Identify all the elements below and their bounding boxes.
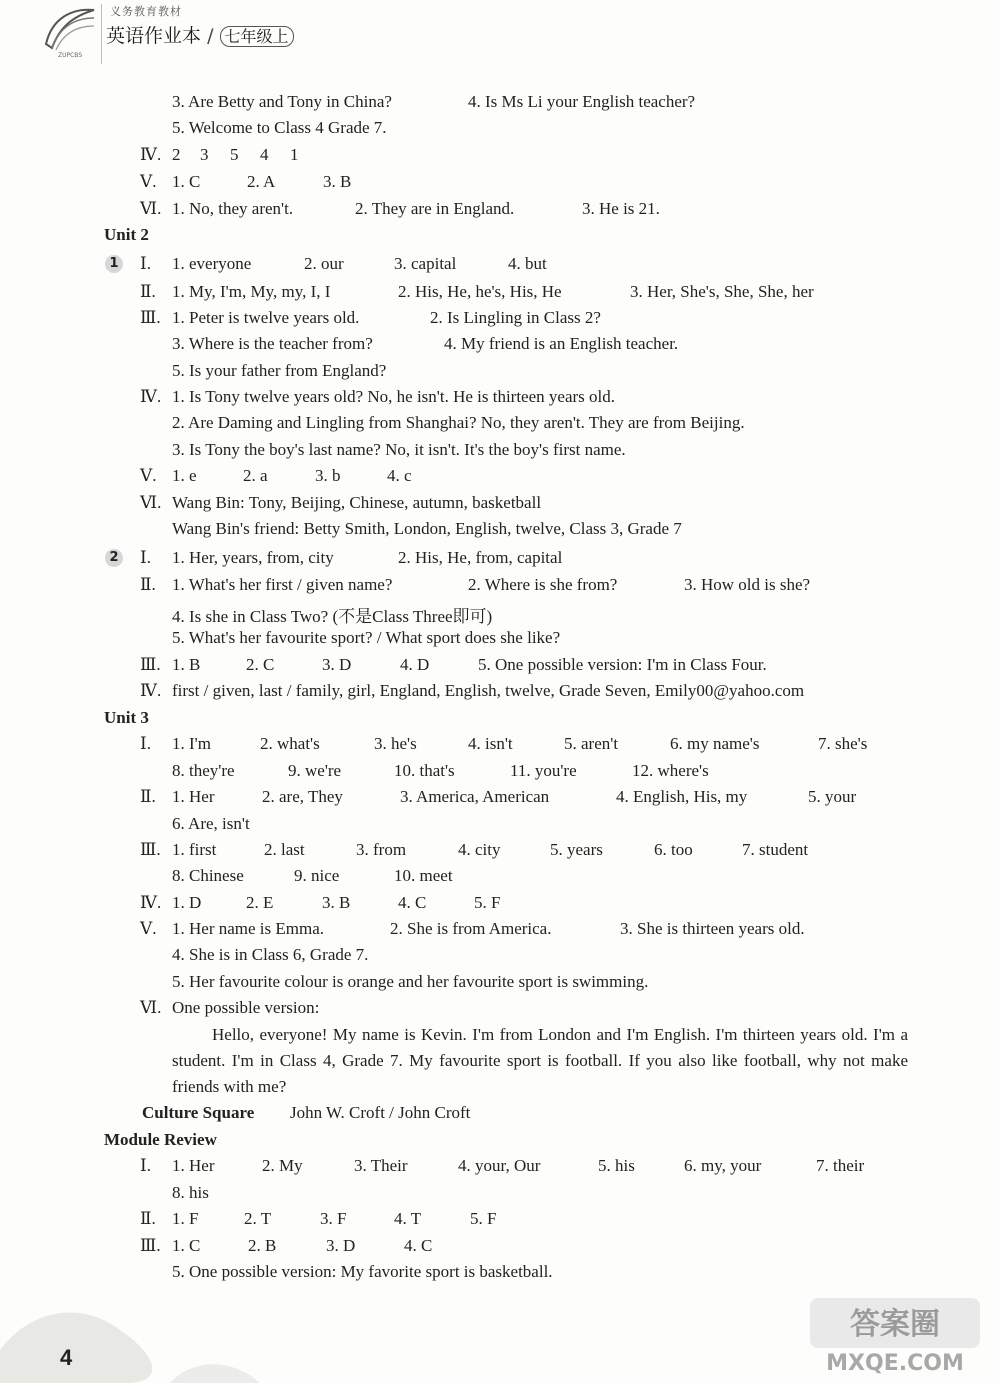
answer-item: 3. B xyxy=(323,172,352,191)
watermark-logo xyxy=(800,1290,1000,1383)
answer-item: 4. but xyxy=(508,254,547,273)
answer-item: 4. Is Ms Li your English teacher? xyxy=(468,92,696,111)
answer-item: 3. b xyxy=(315,466,341,485)
answer-item: 4. T xyxy=(394,1209,422,1228)
book-title-text: 英语作业本 xyxy=(106,25,202,47)
answer-item: 11. you're xyxy=(510,761,577,780)
answer-item: 6. my, your xyxy=(684,1156,762,1175)
header-divider xyxy=(101,4,102,64)
answer-item: 2. are, They xyxy=(262,787,343,806)
answer-item: 3. He is 21. xyxy=(582,199,660,218)
answer-item: 2. C xyxy=(246,655,275,674)
module-review-heading: Module Review xyxy=(104,1130,217,1149)
answer-item: 3 xyxy=(200,145,209,164)
answer-item: 2. She is from America. xyxy=(390,919,552,938)
section-label: Ⅲ. xyxy=(140,655,161,674)
answer-item: 4. isn't xyxy=(468,734,513,753)
footer-decoration xyxy=(0,1290,300,1383)
answer-line: 5. What's her favourite sport? / What sport does she like? xyxy=(172,628,561,647)
answer-item: 1. My, I'm, My, my, I, I xyxy=(172,282,331,301)
answer-item: 4 xyxy=(260,145,269,164)
page-number: 4 xyxy=(60,1345,73,1370)
answer-item: 2. Where is she from? xyxy=(468,575,618,594)
section-label: Ⅱ. xyxy=(140,787,156,806)
page-header xyxy=(0,0,1000,70)
answer-line: 2. Are Daming and Lingling from Shanghai? No, they aren't. They are from Beijing. xyxy=(172,413,745,432)
answer-item: 3. F xyxy=(320,1209,347,1228)
answer-line: 8. his xyxy=(172,1183,209,1202)
answer-item: 3. D xyxy=(326,1236,356,1255)
section-label: Ⅴ. xyxy=(140,172,157,191)
answer-item: 1. first xyxy=(172,840,217,859)
answer-item: 4. your, Our xyxy=(458,1156,541,1175)
answer-line: 6. Are, isn't xyxy=(172,814,250,833)
section-label: Ⅰ. xyxy=(140,734,151,753)
answer-item: 4. city xyxy=(458,840,501,859)
answer-line: 3. Is Tony the boy's last name? No, it isn't. It's the boy's first name. xyxy=(172,440,626,459)
answer-item: 2. E xyxy=(246,893,274,912)
answer-item: 8. they're xyxy=(172,761,235,780)
section-label: Ⅱ. xyxy=(140,575,156,594)
answer-line: 4. She is in Class 6, Grade 7. xyxy=(172,945,369,964)
answer-line: 5. Is your father from England? xyxy=(172,361,387,380)
answer-line: Wang Bin's friend: Betty Smith, London, English, twelve, Class 3, Grade 7 xyxy=(172,519,682,538)
section-label: Ⅵ. xyxy=(140,493,162,512)
answer-item: 2. last xyxy=(264,840,305,859)
answer-item: 3. Where is the teacher from? xyxy=(172,334,373,353)
answer-item: 5. F xyxy=(474,893,501,912)
answer-item: 1. Her, years, from, city xyxy=(172,548,334,567)
answer-item: 1. I'm xyxy=(172,734,211,753)
answer-item: 2. what's xyxy=(260,734,320,753)
section-label: Ⅵ. xyxy=(140,998,162,1017)
answer-item: 10. meet xyxy=(394,866,453,885)
answer-item: 3. Her, She's, She, She, her xyxy=(630,282,814,301)
answer-item: 1. Peter is twelve years old. xyxy=(172,308,360,327)
series-name: 义务教育教材 xyxy=(110,5,182,18)
section-badge-2: 2 xyxy=(105,549,123,567)
answer-item: 7. their xyxy=(816,1156,865,1175)
answer-item: 3. capital xyxy=(394,254,457,273)
answer-item: first / given, last / family, girl, England, English, twelve, Grade Seven, Emily00@yahoo.com xyxy=(172,681,805,700)
answer-item: 7. she's xyxy=(818,734,868,753)
answer-item: 5. his xyxy=(598,1156,635,1175)
answer-item: 2. T xyxy=(244,1209,272,1228)
section-label: Ⅴ. xyxy=(140,466,157,485)
answer-item: 2. His, He, he's, His, He xyxy=(398,282,562,301)
answer-line: 4. Is she in Class Two? (不是Class Three即可) xyxy=(172,607,493,626)
answer-item: John W. Croft / John Croft xyxy=(290,1103,471,1122)
publisher-logo-icon xyxy=(38,4,98,60)
svg-text:MXQE.COM: MXQE.COM xyxy=(826,1351,964,1376)
answer-item: 1. B xyxy=(172,655,201,674)
answer-item: 3. How old is she? xyxy=(684,575,811,594)
answer-item: 3. D xyxy=(322,655,352,674)
section-label: Ⅵ. xyxy=(140,199,162,218)
book-title xyxy=(106,21,294,48)
answer-item: 1. Her name is Emma. xyxy=(172,919,325,938)
answer-item: 8. Chinese xyxy=(172,866,244,885)
grade-badge: 七年级上 xyxy=(220,26,294,47)
answer-item: 1. C xyxy=(172,1236,201,1255)
answer-item: 3. She is thirteen years old. xyxy=(620,919,805,938)
answer-item: 3. he's xyxy=(374,734,417,753)
section-label: Ⅲ. xyxy=(140,308,161,327)
answer-item: 9. we're xyxy=(288,761,342,780)
svg-text:答案圈: 答案圈 xyxy=(850,1307,940,1342)
section-label: Ⅰ. xyxy=(140,1156,151,1175)
answer-item: 1. Is Tony twelve years old? No, he isn't. He is thirteen years old. xyxy=(172,387,615,406)
answer-item: 2. His, He, from, capital xyxy=(398,548,563,567)
answer-item: 3. America, American xyxy=(400,787,550,806)
answer-item: 5. One possible version: I'm in Class Four. xyxy=(478,655,767,674)
slash: / xyxy=(207,25,214,47)
answer-line: 5. Her favourite colour is orange and her favourite sport is swimming. xyxy=(172,972,649,991)
answer-item: 3. Their xyxy=(354,1156,408,1175)
svg-text:ZUPCBS: ZUPCBS xyxy=(58,52,83,59)
answer-item: 5. years xyxy=(550,840,603,859)
answer-item: 9. nice xyxy=(294,866,340,885)
answer-item: 10. that's xyxy=(394,761,455,780)
unit-3-heading: Unit 3 xyxy=(104,708,149,727)
section-label: Ⅳ. xyxy=(140,145,162,164)
answer-item: 2. My xyxy=(262,1156,303,1175)
unit-2-heading: Unit 2 xyxy=(104,225,149,244)
section-label: Ⅰ. xyxy=(140,254,151,273)
section-label: Ⅱ. xyxy=(140,282,156,301)
answer-item: 5. your xyxy=(808,787,857,806)
answer-item: 6. my name's xyxy=(670,734,760,753)
answer-item: 3. B xyxy=(322,893,351,912)
section-label: Ⅳ. xyxy=(140,681,162,700)
answer-item: 7. student xyxy=(742,840,809,859)
culture-square-label: Culture Square xyxy=(142,1103,255,1122)
sample-essay: Hello, everyone! My name is Kevin. I'm from London and I'm English. I'm thirteen years old. I'm a student. I'm in Class 4, Grade 7. My favourite sport is football. If you also like football, why not make friends with me? xyxy=(172,1025,908,1096)
answer-item: 1. What's her first / given name? xyxy=(172,575,393,594)
answer-item: 1. Her xyxy=(172,787,215,806)
section-label: Ⅴ. xyxy=(140,919,157,938)
answer-item: 2. our xyxy=(304,254,344,273)
answer-item: 3. Are Betty and Tony in China? xyxy=(172,92,392,111)
answer-item: 2. B xyxy=(248,1236,277,1255)
answer-item: 6. too xyxy=(654,840,693,859)
answer-item: One possible version: xyxy=(172,998,320,1017)
section-label: Ⅰ. xyxy=(140,548,151,567)
answer-item: 5 xyxy=(230,145,239,164)
answer-item: 1. F xyxy=(172,1209,199,1228)
answer-item: 3. from xyxy=(356,840,407,859)
answer-item: 1. D xyxy=(172,893,202,912)
answer-item: 2. A xyxy=(247,172,276,191)
section-label: Ⅲ. xyxy=(140,840,161,859)
section-label: Ⅳ. xyxy=(140,893,162,912)
answer-item: 2. They are in England. xyxy=(355,199,515,218)
answer-line: 5. Welcome to Class 4 Grade 7. xyxy=(172,118,387,137)
answer-item: 4. C xyxy=(398,893,427,912)
answer-item: 4. English, His, my xyxy=(616,787,748,806)
answer-item: 4. c xyxy=(387,466,412,485)
answer-item: 4. C xyxy=(404,1236,433,1255)
section-label: Ⅳ. xyxy=(140,387,162,406)
answer-line: 5. One possible version: My favorite sport is basketball. xyxy=(172,1262,553,1281)
answer-item: 1. C xyxy=(172,172,201,191)
answer-item: 5. F xyxy=(470,1209,497,1228)
answer-item: 4. My friend is an English teacher. xyxy=(444,334,679,353)
answer-item: 1. Her xyxy=(172,1156,215,1175)
answer-item: 2 xyxy=(172,145,181,164)
answer-item: Wang Bin: Tony, Beijing, Chinese, autumn, basketball xyxy=(172,493,542,512)
answer-item: 1 xyxy=(290,145,299,164)
section-badge-1: 1 xyxy=(105,255,123,273)
answer-item: 2. Is Lingling in Class 2? xyxy=(430,308,601,327)
answer-item: 4. D xyxy=(400,655,430,674)
answer-item: 12. where's xyxy=(632,761,709,780)
answer-item: 1. e xyxy=(172,466,197,485)
answer-item: 1. everyone xyxy=(172,254,252,273)
section-label: Ⅲ. xyxy=(140,1236,161,1255)
answer-item: 5. aren't xyxy=(564,734,619,753)
answer-item: 1. No, they aren't. xyxy=(172,199,294,218)
section-label: Ⅱ. xyxy=(140,1209,156,1228)
answer-item: 2. a xyxy=(243,466,268,485)
